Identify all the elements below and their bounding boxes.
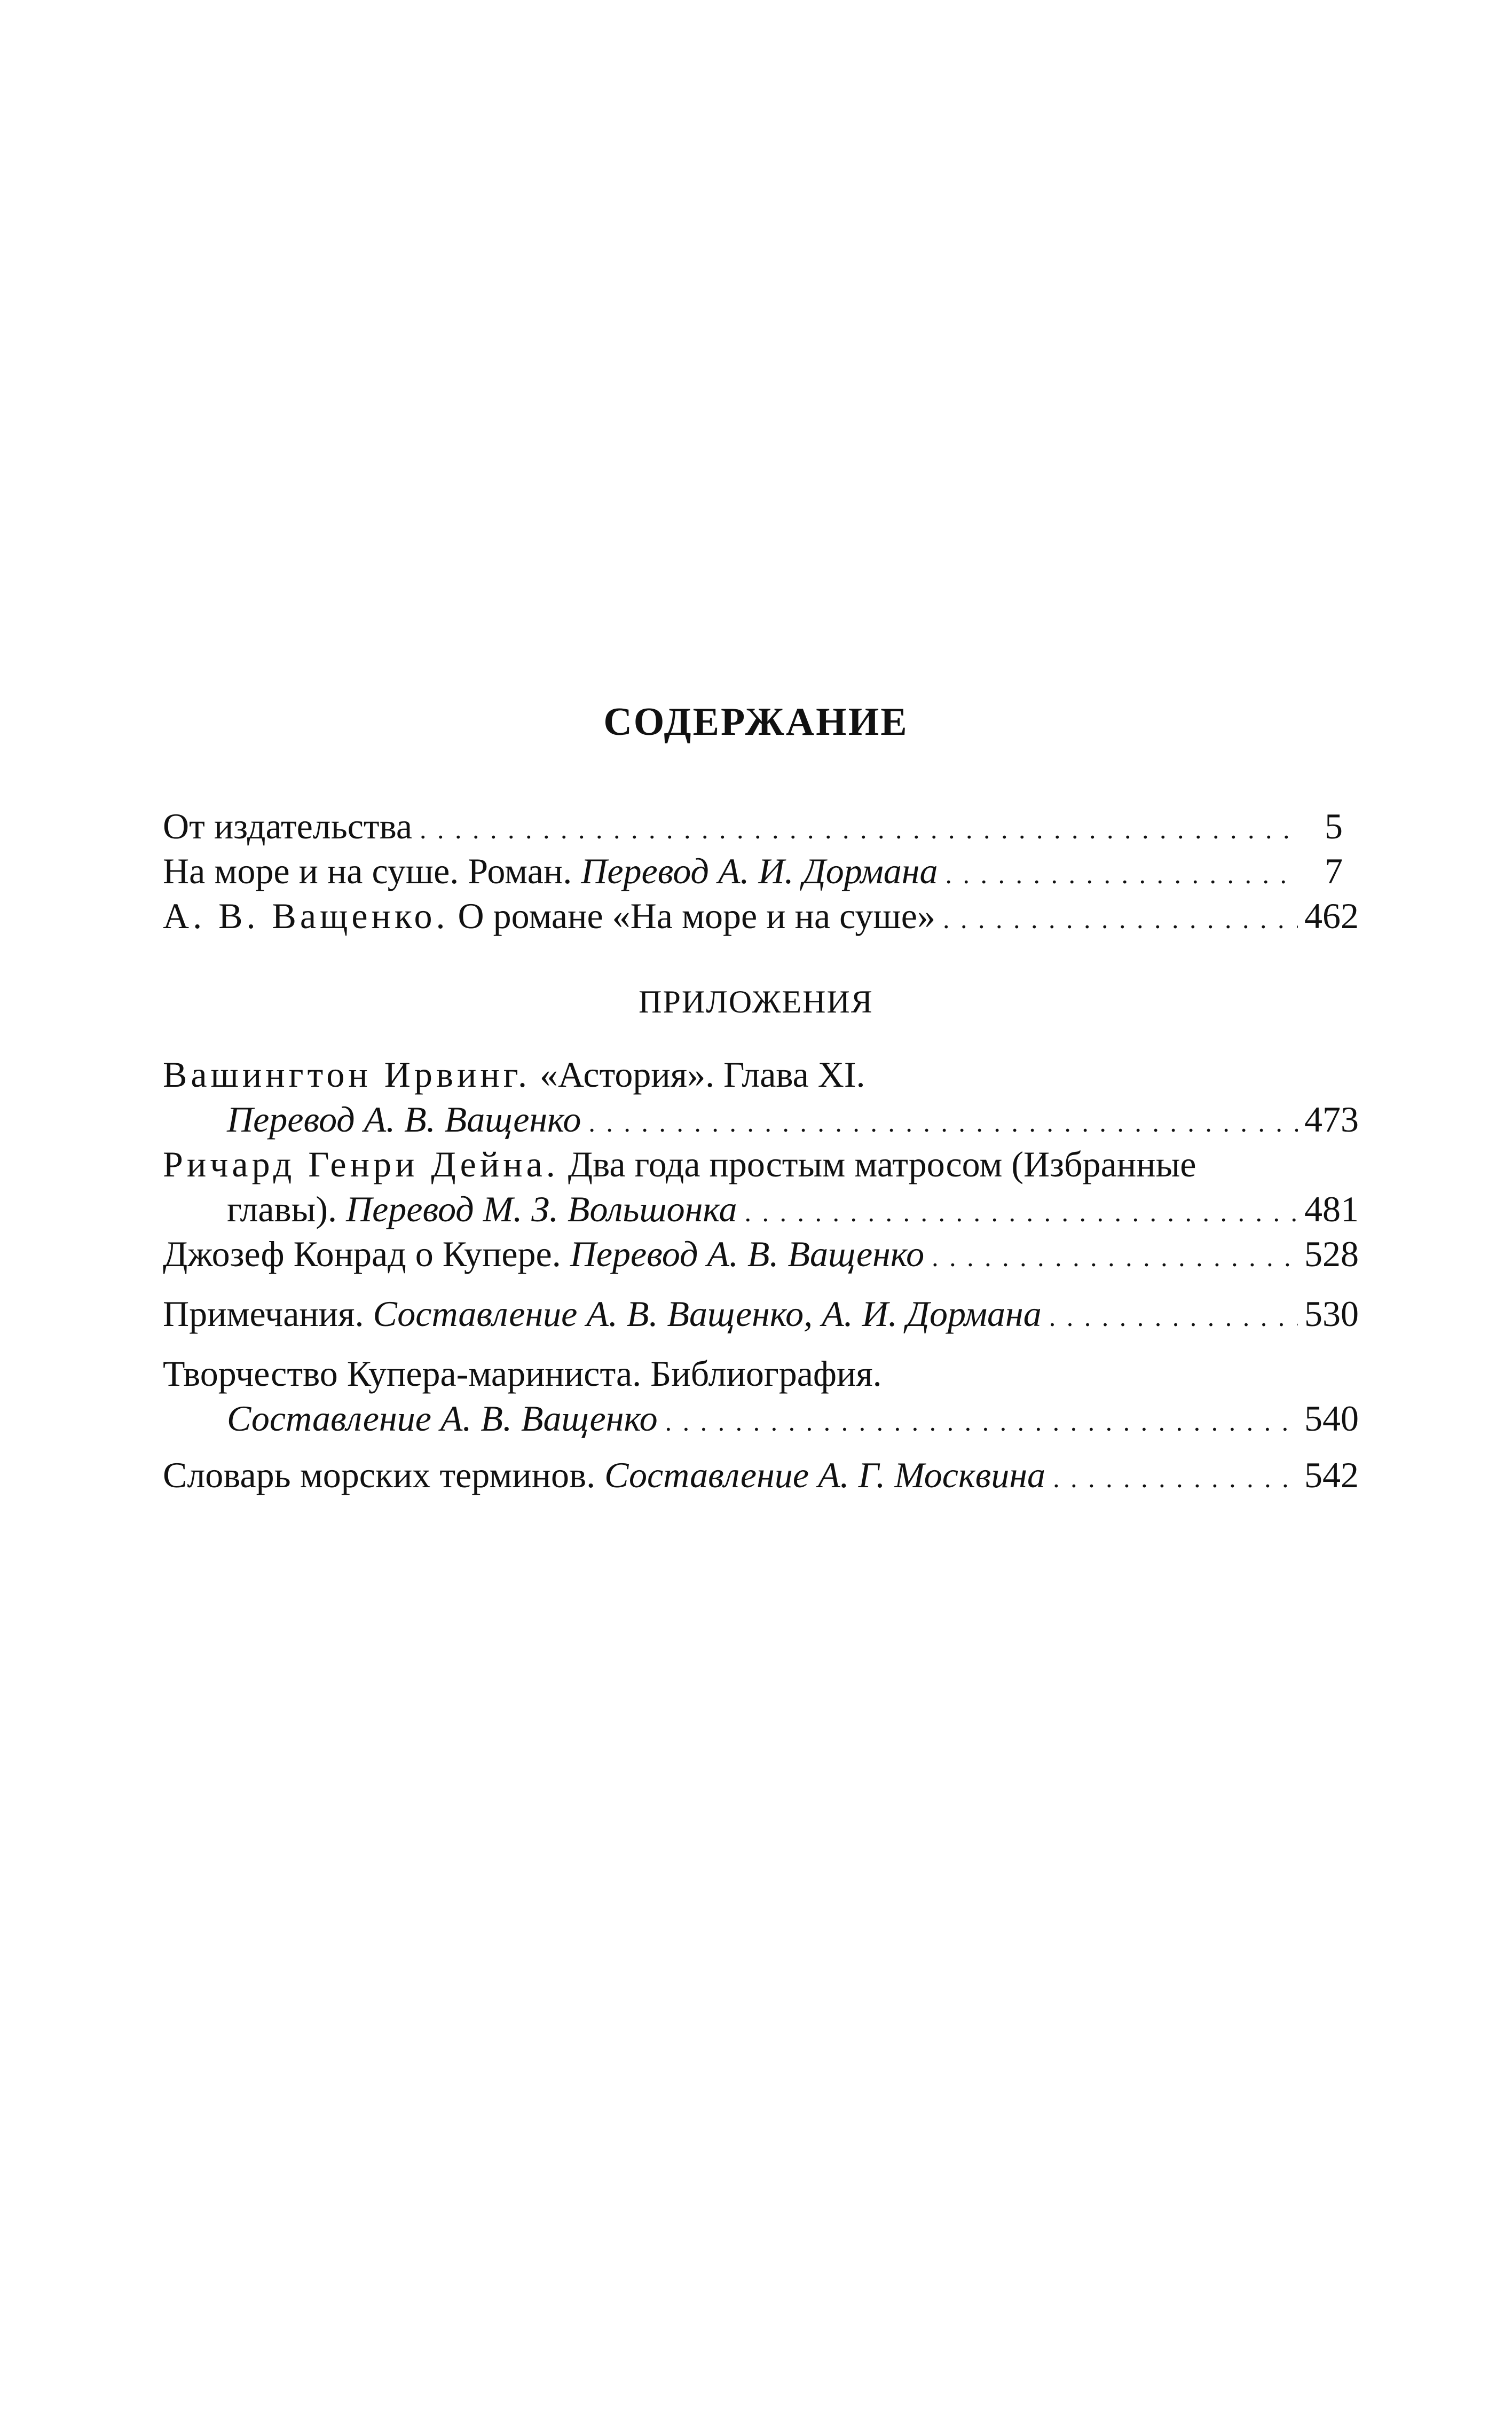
toc-entry-dana[interactable] [163, 1142, 1359, 1231]
appendix-heading: ПРИЛОЖЕНИЯ [639, 984, 873, 1019]
entry-page: 481 [1304, 1189, 1359, 1229]
toc-entry-glossary[interactable] [163, 1453, 1359, 1497]
toc-entry-publisher[interactable] [163, 804, 1359, 849]
toc-entry-notes[interactable] [163, 1291, 1359, 1336]
entry-page: 7 [1325, 851, 1343, 891]
dot-leader [946, 852, 1299, 897]
dot-leader [665, 1399, 1298, 1444]
entry-translator: Составление А. В. Ващенко, А. И. Дормана [373, 1293, 1042, 1334]
toc-entry-essay[interactable] [163, 893, 1359, 938]
entry-text: Два года простым матросом (Избранные [568, 1144, 1196, 1184]
entry-text-continued: главы). [227, 1189, 337, 1229]
entry-text: От издательства [163, 806, 413, 846]
entry-translator: Перевод А. В. Ващенко [227, 1099, 581, 1140]
toc-entry-bibliography[interactable] [163, 1351, 1359, 1441]
dot-leader [745, 1190, 1298, 1235]
entry-page: 530 [1304, 1293, 1359, 1334]
entry-page: 462 [1304, 896, 1359, 936]
entry-author: А. В. Ващенко. [163, 896, 449, 936]
toc-entry-novel[interactable] [163, 849, 1359, 893]
dot-leader [420, 807, 1299, 852]
entry-page: 542 [1304, 1455, 1359, 1495]
entry-text: На море и на суше. Роман. [163, 851, 572, 891]
entry-page: 5 [1325, 806, 1343, 846]
entry-author: Ричард Генри Дейна. [163, 1144, 559, 1184]
entry-translator: Перевод М. З. Вольшонка [346, 1189, 737, 1229]
entry-text: Творчество Купера-мариниста. Библиография. [163, 1353, 882, 1394]
entry-page: 473 [1304, 1099, 1359, 1140]
entry-translator: Перевод А. И. Дормана [581, 851, 938, 891]
page-title: СОДЕРЖАНИЕ [603, 700, 909, 744]
entry-translator: Составление А. В. Ващенко [227, 1398, 658, 1439]
entry-translator: Составление А. Г. Москвина [604, 1455, 1046, 1495]
entry-author: Вашингтон Ирвинг. [163, 1054, 531, 1095]
dot-leader [1049, 1294, 1298, 1339]
entry-text: Словарь морских терминов. [163, 1455, 596, 1495]
dot-leader [588, 1100, 1298, 1145]
entry-page: 540 [1304, 1398, 1359, 1439]
toc-entry-irving[interactable] [163, 1052, 1359, 1142]
entry-translator: Перевод А. В. Ващенко [570, 1234, 925, 1274]
toc-entry-conrad[interactable] [163, 1231, 1359, 1276]
entry-text: Джозеф Конрад о Купере. [163, 1234, 561, 1274]
entry-page: 528 [1304, 1234, 1359, 1274]
dot-leader [1053, 1456, 1298, 1501]
entry-text: Примечания. [163, 1293, 364, 1334]
entry-text: «Астория». Глава XI. [540, 1054, 865, 1095]
dot-leader [943, 897, 1298, 941]
dot-leader [932, 1235, 1298, 1280]
entry-text: О романе «На море и на суше» [458, 896, 935, 936]
